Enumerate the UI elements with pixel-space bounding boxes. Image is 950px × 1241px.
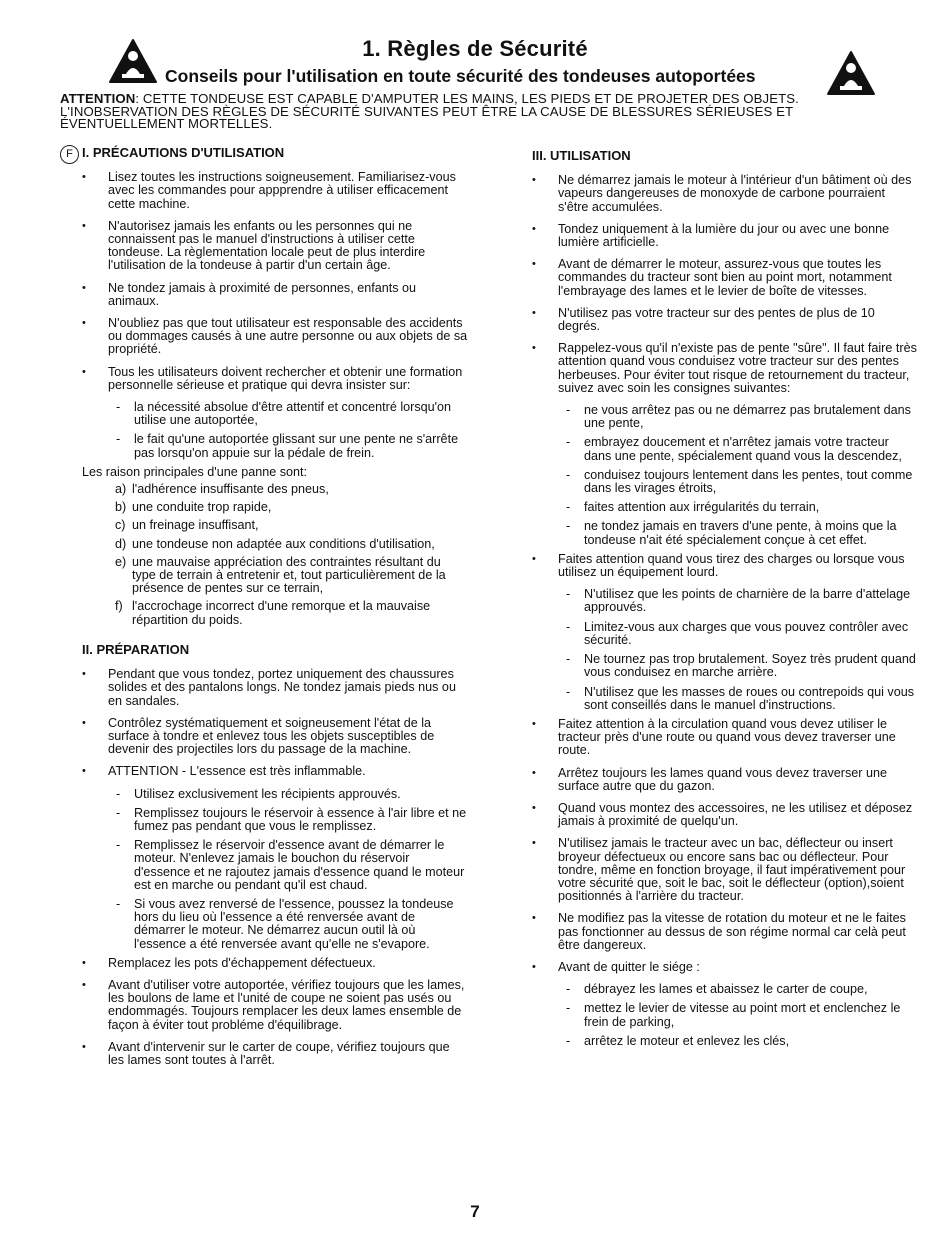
sub-list-item: - N'utilisez que les points de charnière de la barre d'attelage approuvés. [532,588,918,614]
list-item: • Lisez toutes les instructions soigneusement. Familiarisez-vous avec les commandes pour appprendre à utiliser efficacement cette machine. [82,171,468,211]
item-text: l'adhérence insuffisante des pneus, [132,482,329,497]
sub-list-item: - Ne tournez pas trop brutalement. Soyez très prudent quand vous conduisez en marche arrière. [532,653,918,679]
sub-list-item: - Utilisez exclusivement les récipients approuvés. [82,788,468,801]
list-item: • Avant de démarrer le moteur, assurez-vous que toutes les commandes du tracteur sont bien au point mort, notamment l'embrayage des lames et le levier de boîte de vitesses. [532,258,918,298]
list-item: • Ne modifiez pas la vitesse de rotation du moteur et ne le faites pas fonctionner au dessus de son régime normal car celà peut être dangereux. [532,912,918,952]
item-text: l'accrochage incorrect d'une remorque et la mauvaise répartition du poids. [132,599,431,627]
sub-list-item: - ne tondez jamais en travers d'une pente, à moins que la tondeuse n'ait été spécialement conçue à cet effet. [532,520,918,546]
lettered-item [82,600,468,626]
attention-text: : CETTE TONDEUSE EST CAPABLE D'AMPUTER LES MAINS, LES PIEDS ET DE PROJETER DES OBJETS. L'INOBSERVATION DES RÈGLES DE SÉCURITÉ SUIVANTES PEUT ÊTRE LA CAUSE DE BLESSURES SÉRIEUSES ET ÉVENTUELLEMENT MORTELLES. [60,91,799,131]
section-title: III. UTILISATION [532,148,631,163]
sub-list-item: - Remplissez toujours le réservoir à essence à l'air libre et ne fumez pas pendant que vous le remplissez. [82,807,468,833]
list-item: • Tondez uniquement à la lumière du jour ou avec une bonne lumière artificielle. [532,223,918,249]
list-item: • N'utilisez jamais le tracteur avec un bac, déflecteur ou insert broyeur défectueux ou encore sans bac ou déflecteur. Pour tondre, même en fonction broyage, il faut impérativement pour votre sécurité que, soit le bac, soit le déflecteur (option),soient positionnés à l'arrière du tracteur. [532,837,918,903]
lettered-item [82,483,468,496]
list-item: • Ne démarrez jamais le moteur à l'intérieur d'un bâtiment où des vapeurs dangereuses de monoxyde de carbone pourraient s'être accumulées. [532,174,918,214]
list-item: • Remplacez les pots d'échappement défectueux. [82,957,468,970]
sub-list-item: - faites attention aux irrégularités du terrain, [532,501,918,514]
left-column [82,146,468,1076]
page-subtitle: Conseils pour l'utilisation en toute sécurité des tondeuses autoportées [165,66,756,86]
item-letter: d) [115,536,127,551]
list-item: • Faites attention quand vous tirez des charges ou lorsque vous utilisez un équipement lourd. [532,553,918,579]
list-item: • Pendant que vous tondez, portez uniquement des chaussures solides et des pantalons longs. Ne tondez jamais pieds nus ou en sandales. [82,668,468,708]
sub-list-item: - embrayez doucement et n'arrêtez jamais votre tracteur dans une pente, spécialement quand vous la descendez, [532,436,918,462]
item-text: une conduite trop rapide, [132,500,272,515]
section-title: II. PRÉPARATION [82,641,190,657]
list-item: • N'autorisez jamais les enfants ou les personnes qui ne connaissent pas le manuel d'instructions à utiliser cette tondeuse. La règlementation locale peut de plus interdire l'utilisation de la tondeuse à partir d'un certain âge. [82,220,468,273]
paragraph: Les raison principales d'une panne sont: [82,464,308,479]
list-item: • Quand vous montez des accessoires, ne les utilisez et déposez jamais à proximité de quelqu'un. [532,802,918,828]
sub-list-item: - conduisez toujours lentement dans les pentes, tout comme dans les virages étroits, [532,469,918,495]
sub-list-item: - Remplissez le réservoir d'essence avant de démarrer le moteur. N'enlevez jamais le bouchon du réservoir d'essence et ne rajoutez jamais d'essence quand le moteur est en marche ou pendant qu'il est chaud. [82,839,468,892]
language-mark: F [60,145,79,164]
list-item: • N'oubliez pas que tout utilisateur est responsable des accidents ou dommages causés à une autre personne ou aux objets de sa propriété. [82,317,468,357]
lettered-item [82,556,468,596]
item-letter: c) [115,518,126,533]
page-number: 7 [470,1202,480,1221]
sub-list-item: - N'utilisez que les masses de roues ou contrepoids qui vous sont conseillés dans le manuel d'instructions. [532,686,918,712]
list-item: • Faitez attention à la circulation quand vous devez utiliser le tracteur près d'une route ou quand vous devez traverser une route. [532,718,918,758]
sub-list-item: - le fait qu'une autoportée glissant sur une pente ne s'arrête pas lorsqu'on appuie sur la pédale de frein. [82,433,468,459]
list-item: • Tous les utilisateurs doivent rechercher et obtenir une formation personnelle sérieuse et pratique qui devra insister sur: [82,366,468,392]
sub-list-item: - mettez le levier de vitesse au point mort et enclenchez le frein de parking, [532,1002,918,1028]
list-item: • Avant d'utiliser votre autoportée, vérifiez toujours que les lames, les boulons de lame et l'unité de coupe ne soient pas usés ou endommagés. Toujours remplacer les deux lames ensemble de façon à éviter tout probléme d'équilibrage. [82,979,468,1032]
sub-list-item: - ne vous arrêtez pas ou ne démarrez pas brutalement dans une pente, [532,404,918,430]
item-letter: f) [115,599,123,614]
list-item: • Contrôlez systématiquement et soigneusement l'état de la surface à tondre et enlevez tous les objets susceptibles de devenir des projectiles lors du passage de la machine. [82,717,468,757]
item-text: une tondeuse non adaptée aux conditions d'utilisation, [132,536,435,551]
lettered-item [82,538,468,551]
item-letter: a) [115,482,127,497]
list-item: • Avant d'intervenir sur le carter de coupe, vérifiez toujours que les lames sont toutes à l'arrêt. [82,1041,468,1067]
sub-list-item: - arrêtez le moteur et enlevez les clés, [532,1035,918,1048]
section-title: I. PRÉCAUTIONS D'UTILISATION [82,145,285,160]
right-column [532,149,918,1054]
sub-list-item: - Limitez-vous aux charges que vous pouvez contrôler avec sécurité. [532,621,918,647]
list-item: • Avant de quitter le siége : [532,961,918,974]
list-item: • Rappelez-vous qu'il n'existe pas de pente "sûre". Il faut faire très attention quand vous conduisez votre tracteur sur des pentes herbeuses. Pour éviter tout risque de retournement du tracteur, suivez avec soin les consignes suivantes: [532,342,918,395]
list-item: • Arrêtez toujours les lames quand vous devez traverser une surface autre que du gazon. [532,767,918,793]
sub-list-item: - la nécessité absolue d'être attentif et concentré lorsqu'on utilise une autoportée, [82,401,468,427]
list-item: • ATTENTION - L'essence est très inflammable. [82,765,468,778]
lettered-item [82,501,468,514]
item-letter: e) [115,554,127,569]
attention-notice [60,93,920,131]
list-item: • Ne tondez jamais à proximité de personnes, enfants ou animaux. [82,282,468,308]
sub-list-item: - Si vous avez renversé de l'essence, poussez la tondeuse hors du lieu où l'essence a été renversée avant de démarrer le moteur. Ne démarrez aucun outil là où l'essence a été renversée avant qu'elle ne s'evapore. [82,898,468,951]
page-title: 1. Règles de Sécurité [362,36,588,61]
lettered-item [82,519,468,532]
item-letter: b) [115,500,127,515]
item-text: une mauvaise appréciation des contraintes résultant du type de terrain à entretenir et, tout particulièrement de la présence de pentes sur ce terrain, [132,554,446,596]
item-text: un freinage insuffisant, [132,518,259,533]
list-item: • N'utilisez pas votre tracteur sur des pentes de plus de 10 degrés. [532,307,918,333]
sub-list-item: - débrayez les lames et abaissez le carter de coupe, [532,983,918,996]
attention-label: ATTENTION [60,91,136,106]
